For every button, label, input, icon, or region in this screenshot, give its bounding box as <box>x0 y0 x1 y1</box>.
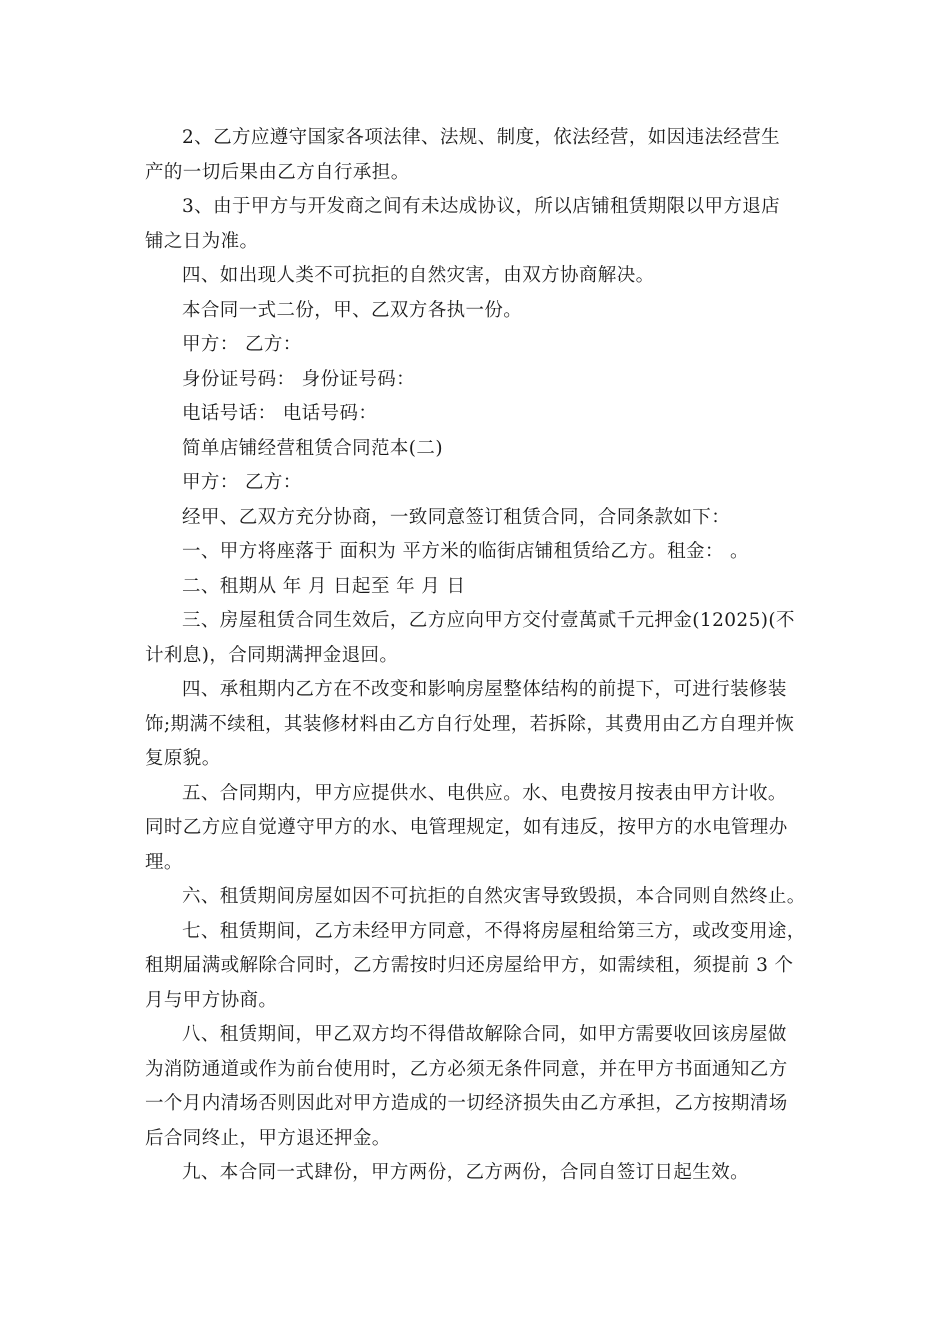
text-line: 饰;期满不续租，其装修材料由乙方自行处理，若拆除，其费用由乙方自理并恢 <box>145 713 795 735</box>
paragraph-clause-3-lease-term <box>145 190 835 259</box>
paragraph-copies <box>145 294 835 329</box>
contract-2-parties <box>145 466 835 501</box>
contract-2-clause-7-sublease <box>145 915 835 1019</box>
contract-body <box>145 121 835 1191</box>
text-line: 六、租赁期间房屋如因不可抗拒的自然灾害导致毁损，本合同则自然终止。 <box>182 886 806 907</box>
text-line: 八、租赁期间，甲乙双方均不得借故解除合同，如甲方需要收回该房屋做 <box>182 1024 787 1045</box>
contract-2-clause-6-termination <box>145 880 835 915</box>
paragraph-clause-4-force-majeure <box>145 259 835 294</box>
text-line: 计利息)，合同期满押金退回。 <box>145 644 399 666</box>
contract-2-title <box>145 432 835 467</box>
text-line: 经甲、乙双方充分协商，一致同意签订租赁合同，合同条款如下： <box>182 506 731 528</box>
text-line: 三、房屋租赁合同生效后，乙方应向甲方交付壹萬贰千元押金(12025)(不 <box>182 610 795 631</box>
paragraph-clause-2-obey-laws <box>145 121 835 190</box>
text-line: 租期届满或解除合同时，乙方需按时归还房屋给甲方，如需续租，须提前 3 个 <box>145 955 794 976</box>
signature-parties <box>145 328 835 363</box>
text-line: 复原貌。 <box>145 748 221 769</box>
text-line: 甲方： 乙方： <box>182 472 302 493</box>
text-line: 身份证号码： 身份证号码： <box>182 368 416 390</box>
text-line: 七、租赁期间，乙方未经甲方同意，不得将房屋租给第三方，或改变用途， <box>182 920 806 942</box>
text-line: 理。 <box>145 851 183 873</box>
text-line: 一个月内清场否则因此对甲方造成的一切经济损失由乙方承担，乙方按期清场 <box>145 1093 788 1114</box>
contract-2-clause-3-deposit <box>145 604 835 673</box>
text-line: 一、甲方将座落于 面积为 平方米的临街店铺租赁给乙方。租金： 。 <box>182 541 749 562</box>
text-line: 月与甲方协商。 <box>145 989 278 1011</box>
text-line: 简单店铺经营租赁合同范本(二) <box>182 437 443 459</box>
signature-id-numbers <box>145 363 835 398</box>
text-line: 电话号话： 电话号码： <box>182 403 378 424</box>
text-line: 四、如出现人类不可抗拒的自然灾害，由双方协商解决。 <box>182 265 655 286</box>
contract-2-clause-4-renovation <box>145 673 835 777</box>
text-line: 后合同终止，甲方退还押金。 <box>145 1127 391 1149</box>
text-line: 四、承租期内乙方在不改变和影响房屋整体结构的前提下，可进行装修装 <box>182 679 787 700</box>
text-line: 3、由于甲方与开发商之间有未达成协议，所以店铺租赁期限以甲方退店 <box>182 196 781 217</box>
text-line: 二、租期从 年 月 日起至 年 月 日 <box>182 575 466 597</box>
contract-2-clause-8-early-termination <box>145 1018 835 1156</box>
contract-2-preamble <box>145 501 835 536</box>
contract-2-clause-5-utilities <box>145 777 835 881</box>
text-line: 同时乙方应自觉遵守甲方的水、电管理规定，如有违反，按甲方的水电管理办 <box>145 817 788 838</box>
text-line: 铺之日为准。 <box>145 230 259 252</box>
contract-2-clause-1-premises <box>145 535 835 570</box>
text-line: 九、本合同一式肆份，甲方两份，乙方两份，合同自签订日起生效。 <box>182 1162 750 1183</box>
contract-2-clause-9-copies <box>145 1156 835 1191</box>
text-line: 五、合同期内，甲方应提供水、电供应。水、电费按月按表由甲方计收。 <box>182 782 787 804</box>
text-line: 甲方： 乙方： <box>182 334 302 355</box>
text-line: 为消防通道或作为前台使用时，乙方必须无条件同意，并在甲方书面通知乙方 <box>145 1058 788 1080</box>
text-line: 本合同一式二份，甲、乙双方各执一份。 <box>182 299 523 321</box>
contract-2-clause-2-term <box>145 570 835 605</box>
signature-phone-numbers <box>145 397 835 432</box>
text-line: 2、乙方应遵守国家各项法律、法规、制度，依法经营，如因违法经营生 <box>182 127 781 148</box>
text-line: 产的一切后果由乙方自行承担。 <box>145 161 410 183</box>
